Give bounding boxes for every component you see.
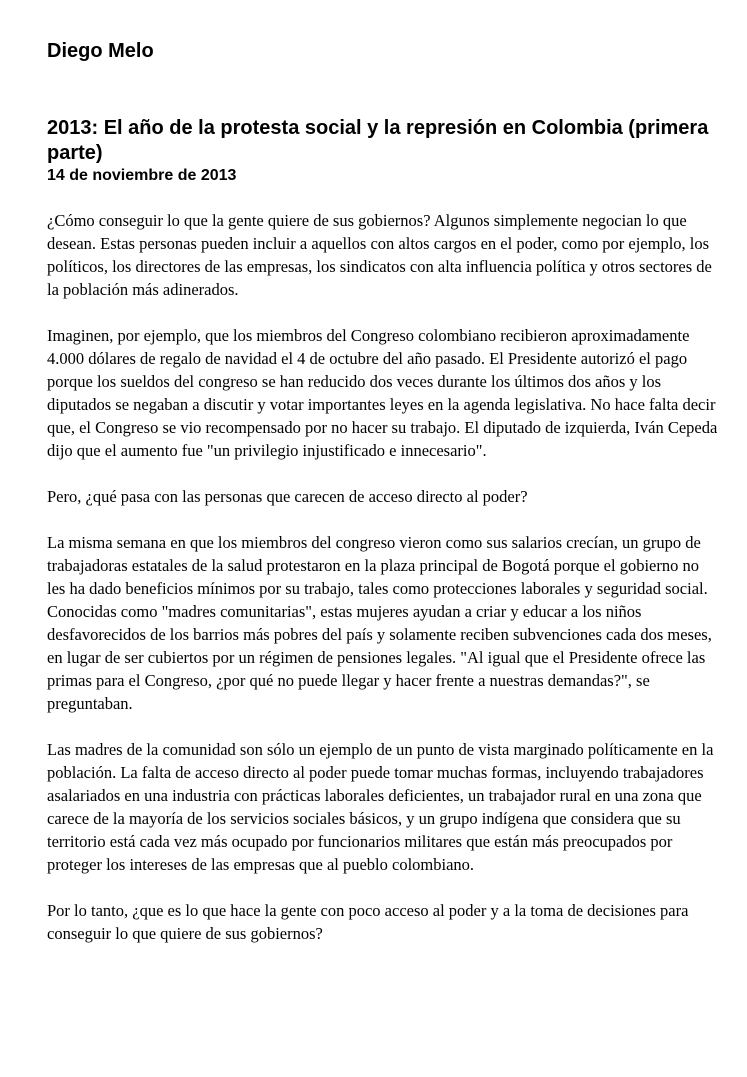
paragraph-1: ¿Cómo conseguir lo que la gente quiere de sus gobiernos? Algunos simplemente negocian lo que desean. Estas personas pueden incluir a aquellos con altos cargos en el poder, como por ejemplo, los políticos, los directores de las empresas, los sindicatos con alta influencia política y otros sectores de la población más adinerados. — [47, 211, 712, 299]
article-body — [47, 209, 719, 945]
paragraph-5: Las madres de la comunidad son sólo un ejemplo de un punto de vista marginado políticamente en la población. La falta de acceso directo al poder puede tomar muchas formas, incluyendo trabajadores asalariados en una industria con prácticas laborales deficientes, un trabajador rural en una zona que carece de la mayoría de los servicios sociales básicos, y un grupo indígena que considera que su territorio está cada vez más ocupado por funcionarios militares que están más preocupados por proteger los intereses de las empresas que al pueblo colombiano. — [47, 740, 714, 874]
paragraph-2: Imaginen, por ejemplo, que los miembros del Congreso colombiano recibieron aproximadamente 4.000 dólares de regalo de navidad el 4 de octubre del año pasado. El Presidente autorizó el pago porque los sueldos del congreso se han reducido dos veces durante los últimos dos años y los diputados se negaban a discutir y votar importantes leyes en la agenda legislativa. No hace falta decir que, el Congreso se vio recompensado por no hacer su trabajo. El diputado de izquierda, Iván Cepeda dijo que el aumento fue "un privilegio injustificado e innecesario". — [47, 326, 718, 460]
author-name: Diego Melo — [47, 40, 154, 62]
paragraph-3: Pero, ¿qué pasa con las personas que carecen de acceso directo al poder? — [47, 487, 528, 506]
article-title: 2013: El año de la protesta social y la represión en Colombia (primera parte) — [47, 117, 709, 164]
article-date: 14 de noviembre de 2013 — [47, 167, 237, 184]
paragraph-6: Por lo tanto, ¿que es lo que hace la gente con poco acceso al poder y a la toma de decisiones para conseguir lo que quiere de sus gobiernos? — [47, 901, 689, 943]
paragraph-4: La misma semana en que los miembros del congreso vieron como sus salarios crecían, un grupo de trabajadoras estatales de la salud protestaron en la plaza principal de Bogotá porque el gobierno no les ha dado beneficios mínimos por su trabajo, tales como protecciones laborales y seguridad social. Conocidas como "madres comunitarias", estas mujeres ayudan a criar y educar a los niños desfavorecidos de los barrios más pobres del país y solamente reciben subvenciones cada dos meses, en lugar de ser cubiertos por un régimen de pensiones legales. "Al igual que el Presidente ofrece las primas para el Congreso, ¿por qué no puede llegar y hacer frente a nuestras demandas?", se preguntaban. — [47, 533, 712, 713]
